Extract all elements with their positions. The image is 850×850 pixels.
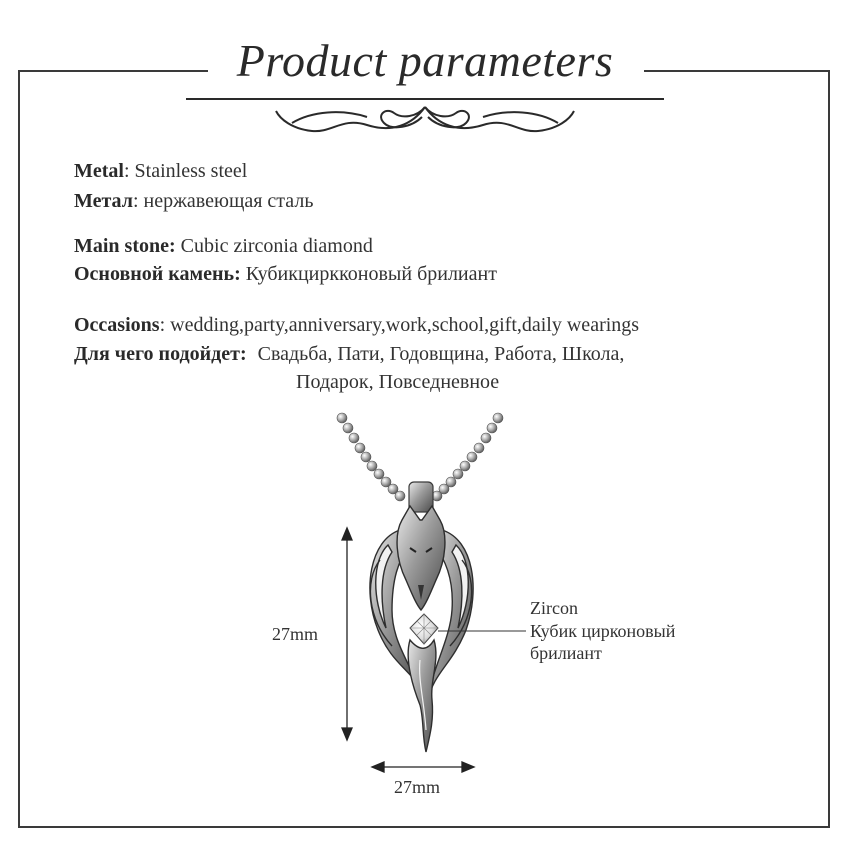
width-dimension-arrow: [372, 762, 474, 772]
height-dimension-label: 27mm: [272, 624, 319, 644]
page-title: Product parameters: [236, 35, 614, 86]
occasions-ru-label: Для чего подойдет:: [74, 343, 247, 365]
wolf-head: [397, 506, 445, 610]
stone-ru-label: Основной камень:: [74, 263, 241, 285]
occasions-en-label: Occasions: [74, 314, 160, 336]
callout-ru-line2: брилиант: [530, 643, 602, 663]
height-dimension-arrow: [342, 528, 352, 740]
callout-ru-line1: Кубик цирконовый: [530, 621, 676, 641]
pendant-bail: [409, 482, 433, 512]
occasions-ru-value-line2: Подарок, Повседневное: [296, 371, 500, 393]
metal-en-value: : Stainless steel: [123, 160, 248, 182]
pendant-tail: [408, 640, 436, 752]
width-dimension-label: 27mm: [394, 777, 441, 797]
metal-en-label: Metal: [74, 160, 124, 182]
occasions-en-value: : wedding,party,anniversary,work,school,gift,daily wearings: [159, 314, 640, 336]
stone-en-value: Cubic zirconia diamond: [175, 235, 373, 257]
stone-en-label: Main stone:: [74, 235, 176, 257]
stone-ru-value: Кубикциркконовый брилиант: [240, 263, 497, 285]
metal-ru-label: Метал: [74, 190, 133, 212]
callout-zircon-label: Zircon: [530, 598, 578, 618]
metal-ru-value: : нержавеющая сталь: [132, 190, 314, 212]
occasions-ru-value-line1: Свадьба, Пати, Годовщина, Работа, Школа,: [257, 343, 625, 365]
